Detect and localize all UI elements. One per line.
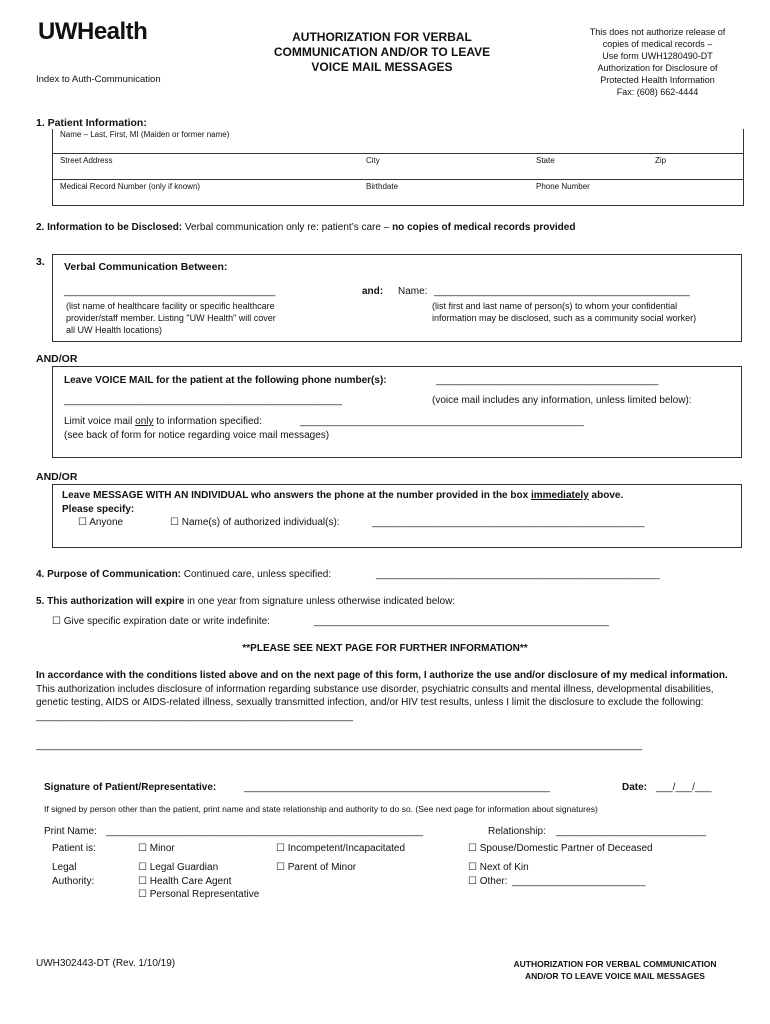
date-label: Date:: [622, 782, 648, 793]
incompetent-checkbox[interactable]: ☐ Incompetent/Incapacitated: [276, 843, 406, 854]
message-heading: [62, 490, 623, 501]
disclosure-heading: 2. Information to be Disclosed:: [36, 222, 183, 233]
purpose-heading: 4. Purpose of Communication:: [36, 569, 182, 580]
authority-label: Authority:: [52, 876, 95, 887]
state-label: State: [536, 156, 555, 165]
signature-note: If signed by person other than the patient, print name and state relationship and authority to do so. (See next page for information about signatures): [44, 804, 598, 814]
andor-label: AND/OR: [36, 353, 78, 365]
limit-pre: Limit voice mail: [64, 416, 136, 427]
consent-bold: In accordance with the conditions listed above and on the next page of this form, I authorize the use and/or disclosure of my medical information.: [36, 670, 728, 681]
help-line: all UW Health locations): [66, 325, 163, 335]
named-individuals-checkbox[interactable]: ☐ Name(s) of authorized individual(s):: [170, 517, 340, 528]
patient-is-label: Patient is:: [52, 843, 96, 854]
limit-post: to information specified:: [153, 416, 262, 427]
section-3-number: 3.: [36, 256, 45, 268]
uwhealth-logo: UWHealth: [38, 18, 148, 45]
other-field[interactable]: ________________________: [512, 876, 646, 887]
disclosure-line: [36, 222, 575, 233]
help-line: (list first and last name of person(s) to whom your confidential: [432, 301, 678, 311]
footer-title: [460, 958, 770, 982]
personal-representative-checkbox[interactable]: ☐ Personal Representative: [138, 889, 260, 900]
voicemail-heading: Leave VOICE MAIL for the patient at the following phone number(s):: [64, 375, 387, 386]
message-post: above.: [588, 490, 624, 501]
minor-checkbox[interactable]: ☐ Minor: [138, 843, 175, 854]
form-id: UWH302443-DT (Rev. 1/10/19): [36, 958, 176, 969]
birthdate-label: Birthdate: [366, 182, 399, 191]
city-label: City: [366, 156, 380, 165]
exclude-field-continued[interactable]: _____________________________________________________________________________________________________________: [36, 740, 643, 751]
date-field[interactable]: ___/___/___: [656, 782, 712, 793]
footer-title-line: AUTHORIZATION FOR VERBAL COMMUNICATION: [513, 959, 717, 969]
recipient-help: [432, 300, 696, 324]
consent-text: This authorization includes disclosure of information regarding substance use disorder, psychiatric consults and mental illness, developmental disabilities, genetic testing, AIDS or AIDS-related illness, sexually transmitted infection, and/or HIV test results, unless I limit the disclosure to exclude the following:: [36, 683, 714, 708]
named-individuals-line[interactable]: _________________________________________________: [372, 517, 645, 528]
signature-field[interactable]: _______________________________________________________: [244, 782, 550, 793]
see-next-page: **PLEASE SEE NEXT PAGE FOR FURTHER INFORMATION**: [242, 643, 528, 654]
voicemail-note: (voice mail includes any information, unless limited below):: [432, 395, 692, 406]
disclosure-text: Verbal communication only re: patient’s care –: [184, 222, 390, 233]
print-name-label: Print Name:: [44, 826, 97, 837]
health-care-agent-checkbox[interactable]: ☐ Health Care Agent: [138, 876, 232, 887]
limit-only: only: [135, 416, 154, 427]
recipient-name-line[interactable]: ______________________________________________: [434, 286, 690, 297]
consent-paragraph: [36, 669, 736, 723]
facility-help: [66, 300, 276, 336]
form-title-line: AUTHORIZATION FOR VERBAL: [292, 30, 472, 44]
message-pre: Leave MESSAGE WITH AN INDIVIDUAL who answers the phone at the number provided in the box: [62, 490, 531, 501]
relationship-label: Relationship:: [488, 826, 546, 837]
release-note-line: Authorization for Disclosure of: [597, 63, 718, 73]
name-label-3: Name:: [398, 286, 428, 297]
spouse-checkbox[interactable]: ☐ Spouse/Domestic Partner of Deceased: [468, 843, 653, 854]
grid-divider: [53, 153, 743, 154]
release-note-line: Protected Health Information: [600, 75, 715, 85]
other-checkbox[interactable]: ☐ Other:: [468, 876, 508, 887]
form-title-line: VOICE MAIL MESSAGES: [311, 60, 453, 74]
patient-info-heading: 1. Patient Information:: [36, 117, 147, 129]
help-line: provider/staff member. Listing "UW Health" will cover: [66, 313, 276, 323]
disclosure-bold: no copies of medical records provided: [392, 222, 576, 233]
verbal-heading: Verbal Communication Between:: [64, 261, 228, 273]
release-note: [570, 26, 745, 98]
signature-label: Signature of Patient/Representative:: [44, 782, 217, 793]
help-line: information may be disclosed, such as a community social worker): [432, 313, 697, 323]
help-line: (list name of healthcare facility or specific healthcare: [66, 301, 275, 311]
form-title: [262, 30, 502, 75]
form-title-line: COMMUNICATION AND/OR TO LEAVE: [273, 45, 491, 59]
relationship-field[interactable]: ___________________________: [556, 826, 707, 837]
limit-label: [64, 416, 262, 427]
print-name-field[interactable]: _________________________________________________________: [106, 826, 424, 837]
voicemail-phone-line-2[interactable]: __________________________________________________: [64, 395, 343, 406]
name-field[interactable]: [52, 129, 742, 153]
specify-label: Please specify:: [62, 504, 135, 515]
expiration-field[interactable]: _____________________________________________________: [314, 616, 609, 627]
release-note-line: Fax: (608) 662-4444: [616, 87, 699, 97]
purpose-text: Continued care, unless specified:: [183, 569, 332, 580]
andor-label: AND/OR: [36, 471, 78, 483]
release-note-line: Use form UWH1280490-DT: [602, 51, 713, 61]
release-note-line: copies of medical records –: [602, 39, 713, 49]
release-note-line: This does not authorize release of: [589, 27, 726, 37]
and-label: and:: [362, 286, 384, 297]
expire-heading: 5. This authorization will expire: [36, 596, 185, 607]
legal-guardian-checkbox[interactable]: ☐ Legal Guardian: [138, 862, 219, 873]
expire-text: in one year from signature unless otherwise indicated below:: [184, 596, 456, 607]
expire-line: [36, 596, 455, 607]
facility-line[interactable]: ______________________________________: [64, 286, 276, 297]
grid-divider: [53, 179, 743, 180]
voicemail-phone-line[interactable]: ________________________________________: [436, 375, 659, 386]
zip-label: Zip: [655, 156, 667, 165]
anyone-checkbox[interactable]: ☐ Anyone: [78, 517, 124, 528]
footer-title-line: AND/OR TO LEAVE VOICE MAIL MESSAGES: [525, 971, 705, 981]
purpose-line: [36, 569, 331, 580]
exclude-field[interactable]: _________________________________________________________: [36, 710, 354, 722]
legal-label: Legal: [52, 862, 77, 873]
message-immediately: immediately: [530, 490, 589, 501]
limit-line[interactable]: ___________________________________________________: [300, 416, 584, 427]
next-of-kin-checkbox[interactable]: ☐ Next of Kin: [468, 862, 529, 873]
mrn-label: Medical Record Number (only if known): [60, 182, 201, 191]
street-label: Street Address: [60, 156, 113, 165]
expiration-checkbox[interactable]: ☐ Give specific expiration date or write indefinite:: [52, 616, 270, 627]
parent-of-minor-checkbox[interactable]: ☐ Parent of Minor: [276, 862, 357, 873]
purpose-field[interactable]: ___________________________________________________: [376, 569, 660, 580]
back-note: (see back of form for notice regarding voice mail messages): [64, 430, 330, 441]
name-label: Name – Last, First, MI (Maiden or former name): [60, 130, 230, 139]
phone-label: Phone Number: [536, 182, 590, 191]
index-label: Index to Auth-Communication: [36, 74, 161, 85]
